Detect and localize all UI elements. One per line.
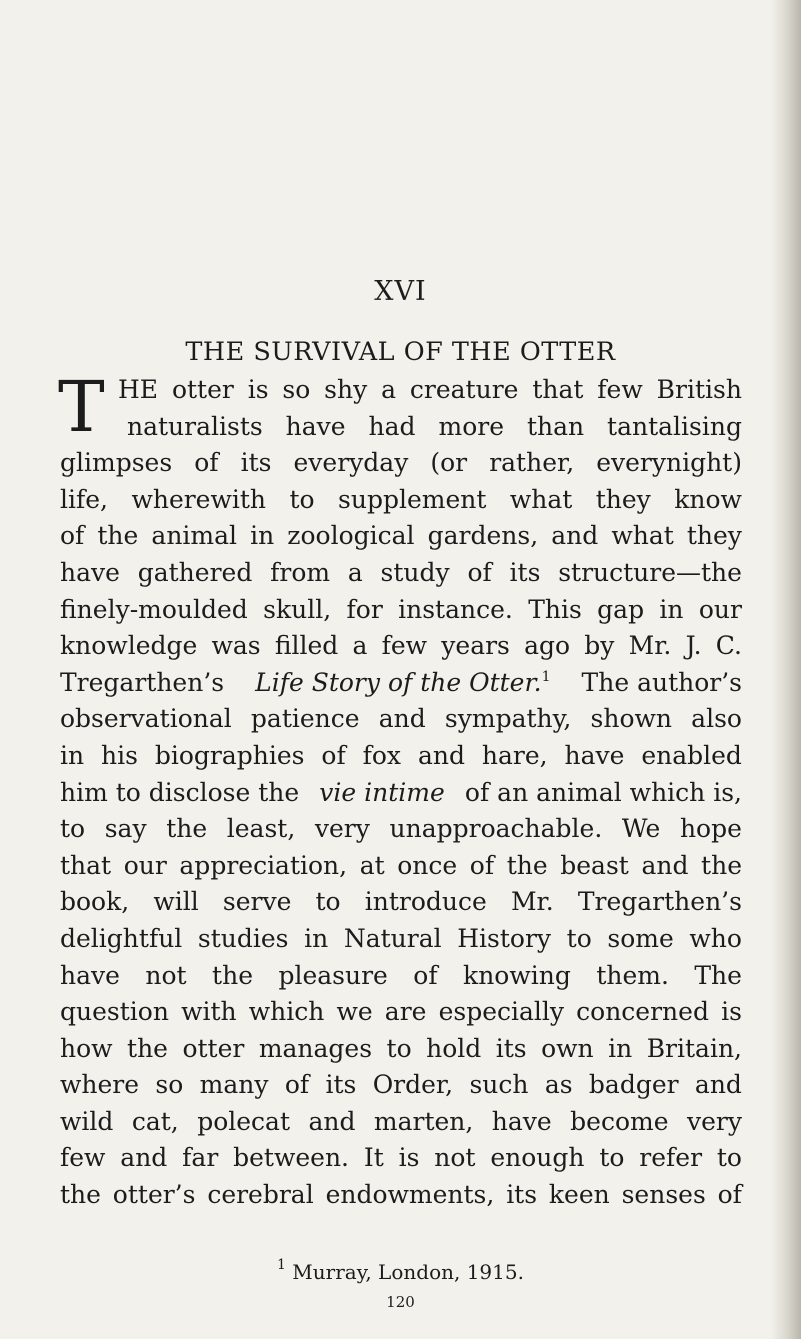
word: have [60,960,120,990]
word: as [544,1070,573,1100]
word: the [97,521,139,551]
word: such [469,1070,529,1100]
word: in [659,594,684,624]
word: to [566,923,592,953]
first-line-word: shy [324,375,368,404]
word: our [123,850,167,880]
word: Natural [343,923,442,953]
word: of [284,1070,310,1100]
word: endowments, [325,1180,495,1210]
word: enabled [641,740,742,770]
word: serve [222,887,292,917]
page-edge-shadow [771,0,801,1339]
chapter-number: XVI [374,276,427,307]
text-line [60,1067,742,1104]
word: cerebral [207,1180,314,1210]
word: concerned [576,997,709,1027]
word: observational [60,704,232,734]
word: unapproachable. [389,814,603,844]
word: everynight) [596,448,742,478]
word: supplement [338,484,487,514]
text-line [60,1031,742,1068]
first-line-word: is [247,375,269,404]
text-line [60,994,742,1031]
word: glimpses [60,448,173,478]
word: have [491,1106,552,1136]
word: sympathy, [444,704,572,734]
vie-line-before: him to disclose the [60,777,300,807]
word: This [528,594,582,624]
footnote-text: Murray, London, 1915. [285,1260,524,1284]
word: otter [182,1033,245,1063]
word: and [641,850,689,880]
word: of [60,521,85,551]
first-line-word: a [381,375,397,404]
word: is [398,1143,420,1173]
word: and [417,740,465,770]
word: very [314,814,370,844]
word: appreciation, [179,850,348,880]
word: life, [60,484,108,514]
text-line [60,482,742,519]
word: Mr. [628,631,672,661]
word: Tregarthen’s [577,887,742,917]
word: his [101,740,138,770]
text-line [60,738,742,775]
word: where [60,1070,140,1100]
first-line-word: British [656,375,742,404]
word: beast [560,850,629,880]
word: say [104,814,147,844]
word: its [509,557,541,587]
word: what [509,484,573,514]
word: to [60,814,86,844]
word: and [120,1143,168,1173]
italic-title-line [60,665,742,702]
word: they [595,484,651,514]
word: We [621,814,661,844]
vie-intime-line [60,775,742,812]
word: years [441,631,510,661]
first-line-word: otter [171,375,234,404]
word: to [315,887,341,917]
first-line-word: that [532,375,584,404]
word: have [60,557,120,587]
word: many [199,1070,269,1100]
word: knowledge [60,631,198,661]
word: once [397,850,458,880]
word: was [211,631,261,661]
word: especially [438,997,565,1027]
word: question [60,997,169,1027]
footnote [0,1257,801,1284]
italic-line-title [255,665,550,702]
vie-intime-phrase: vie intime [319,777,445,807]
chapter-title: THE SURVIVAL OF THE OTTER [185,337,616,367]
word: have [564,740,625,770]
second-line-word: tantalising [607,411,742,441]
word: from [270,557,331,587]
word: filled [274,631,339,661]
word: for [346,594,383,624]
word: gathered [137,557,253,587]
word: the [166,814,208,844]
word: to [289,484,315,514]
vie-line-after: of an animal which is, [464,777,742,807]
body-text [58,366,742,1214]
second-line-word: have [285,411,346,441]
word: which [248,997,325,1027]
word: in [60,740,85,770]
word: how [60,1033,113,1063]
first-line-word: HE [118,375,159,404]
word: our [698,594,742,624]
paragraph-lines-b [60,701,742,774]
word: knowing [463,960,571,990]
text-line [60,555,742,592]
word: its [506,1180,538,1210]
word: skull, [263,594,332,624]
word: patience [250,704,360,734]
word: otter’s [112,1180,196,1210]
word: the [701,850,742,880]
word: also [691,704,742,734]
italic-line-before: Tregarthen’s [60,667,225,697]
word: far [182,1143,219,1173]
word: in [250,521,275,551]
word: gardens, [427,521,539,551]
second-line [60,409,742,446]
text-line [60,1177,742,1214]
second-line-word: more [438,411,504,441]
text-line [60,848,742,885]
word: them. [596,960,669,990]
word: of [469,850,495,880]
word: (or [430,448,468,478]
word: not [434,1143,476,1173]
word: book, [60,887,130,917]
word: and [694,1070,742,1100]
word: everyday [293,448,409,478]
word: of [717,1180,742,1210]
word: few [60,1143,106,1173]
word: by [584,631,615,661]
word: hare, [481,740,548,770]
word: manages [258,1033,373,1063]
word: biographies [154,740,305,770]
word: we [336,997,373,1027]
word: wherewith [131,484,267,514]
word: they [686,521,742,551]
text-line [60,518,742,555]
second-line-word: than [526,411,585,441]
word: some [607,923,674,953]
footnote-marker: 1 [277,1257,286,1273]
word: gap [597,594,645,624]
first-line-word: few [597,375,643,404]
word: the [60,1180,101,1210]
word: shown [590,704,673,734]
word: to [716,1143,742,1173]
word: ago [524,631,571,661]
word: and [551,521,599,551]
word: to [599,1143,625,1173]
word: not [145,960,187,990]
word: C. [715,631,742,661]
word: wild [60,1106,114,1136]
italic-line-after: The author’s [581,667,742,697]
word: of [194,448,219,478]
word: a [352,631,368,661]
word: a [347,557,363,587]
word: refer [639,1143,703,1173]
word: animal [151,521,238,551]
word: that [60,850,112,880]
word: hold [426,1033,482,1063]
word: who [689,923,742,953]
word: studies [197,923,289,953]
word: senses [621,1180,706,1210]
second-line-word: naturalists [127,411,263,441]
text-line [60,445,742,482]
paragraph-lines-c [60,811,742,1214]
word: become [570,1106,669,1136]
text-line [60,921,742,958]
text-line [60,592,742,629]
first-line-word: creature [409,375,519,404]
word: to [386,1033,412,1063]
word: zoological [287,521,415,551]
text-line [60,884,742,921]
word: at [359,850,385,880]
word: History [457,923,552,953]
word: pleasure [278,960,388,990]
word: delightful [60,923,183,953]
word: in [304,923,329,953]
word: what [611,521,674,551]
text-line [60,628,742,665]
word: its [325,1070,357,1100]
word: badger [588,1070,679,1100]
word: finely-moulded [60,594,248,624]
word: of [413,960,438,990]
word: in [608,1033,633,1063]
footnote-ref: 1 [541,668,551,685]
word: are [384,997,427,1027]
word: know [674,484,742,514]
word: J. [685,631,702,661]
word: so [155,1070,184,1100]
word: marten, [373,1106,474,1136]
word: the [212,960,253,990]
text-line [60,1140,742,1177]
first-line-word: so [282,375,311,404]
word: enough [490,1143,585,1173]
word: study [380,557,450,587]
word: fox [362,740,402,770]
text-line [60,1104,742,1141]
word: the [127,1033,168,1063]
word: and [378,704,426,734]
word: It [363,1143,384,1173]
text-line [60,701,742,738]
word: cat, [131,1106,179,1136]
word: will [153,887,199,917]
word: is [721,997,742,1027]
word: with [181,997,237,1027]
page-number: 120 [386,1293,415,1311]
word: its [240,448,272,478]
word: least, [226,814,296,844]
paragraph-lines-a [60,445,742,665]
word: very [686,1106,742,1136]
text-line [60,958,742,995]
word: of [467,557,492,587]
word: few [381,631,428,661]
word: rather, [489,448,575,478]
word: of [321,740,346,770]
word: Britain, [646,1033,742,1063]
word: its [495,1033,527,1063]
word: and [308,1106,356,1136]
word: the [506,850,548,880]
word: structure—the [558,557,742,587]
word: Mr. [510,887,554,917]
second-line-word: had [368,411,416,441]
word: instance. [398,594,513,624]
text-line [60,811,742,848]
word: between. [233,1143,349,1173]
word: own [541,1033,594,1063]
word: polecat [197,1106,290,1136]
word: The [694,960,742,990]
word: keen [548,1180,610,1210]
word: hope [679,814,742,844]
book-title: Life Story of the Otter. [255,667,542,697]
drop-cap: T [58,366,105,448]
word: Order, [372,1070,454,1100]
word: introduce [364,887,487,917]
